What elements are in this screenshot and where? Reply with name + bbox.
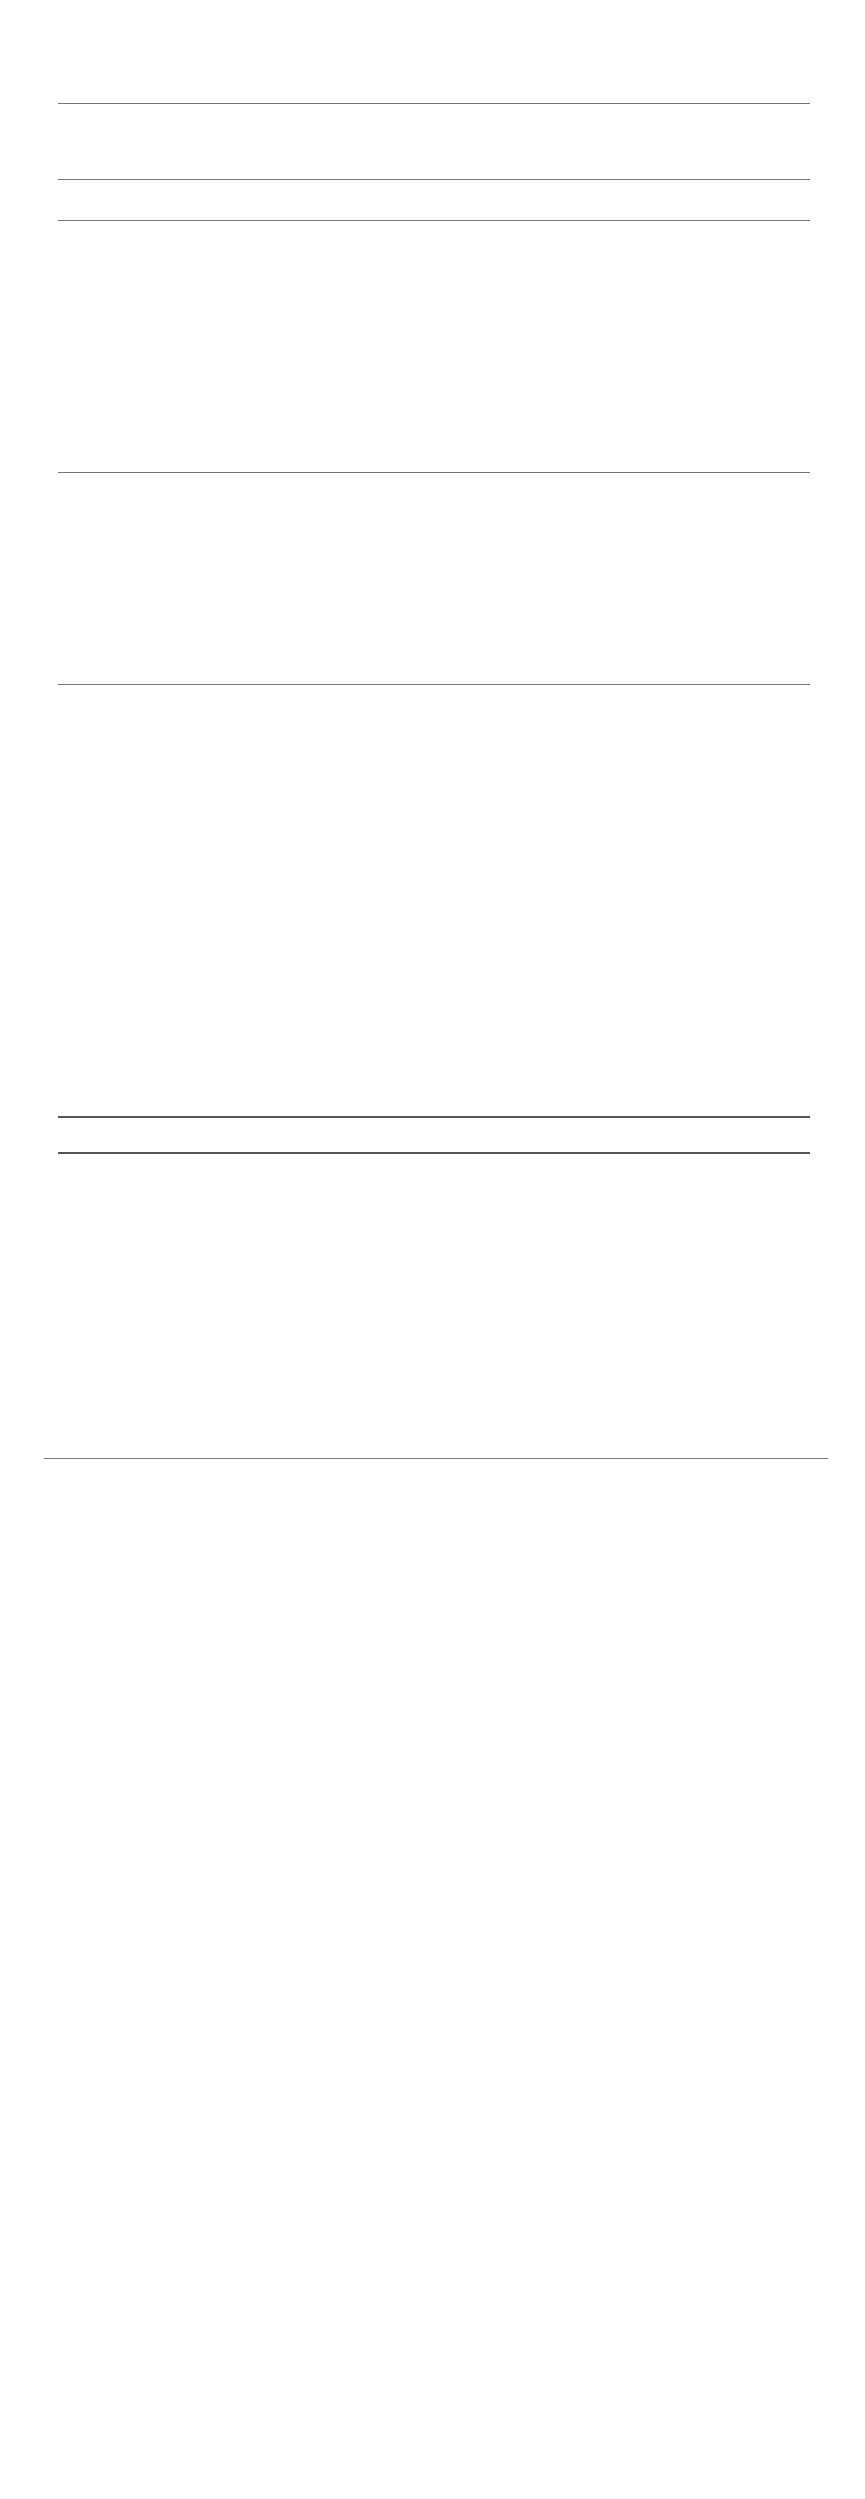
divider [58, 179, 810, 180]
divider [58, 220, 810, 221]
divider [58, 684, 810, 685]
divider [58, 103, 810, 104]
divider [44, 1458, 828, 1459]
divider [58, 1152, 810, 1154]
divider [58, 472, 810, 473]
divider [58, 1116, 810, 1118]
